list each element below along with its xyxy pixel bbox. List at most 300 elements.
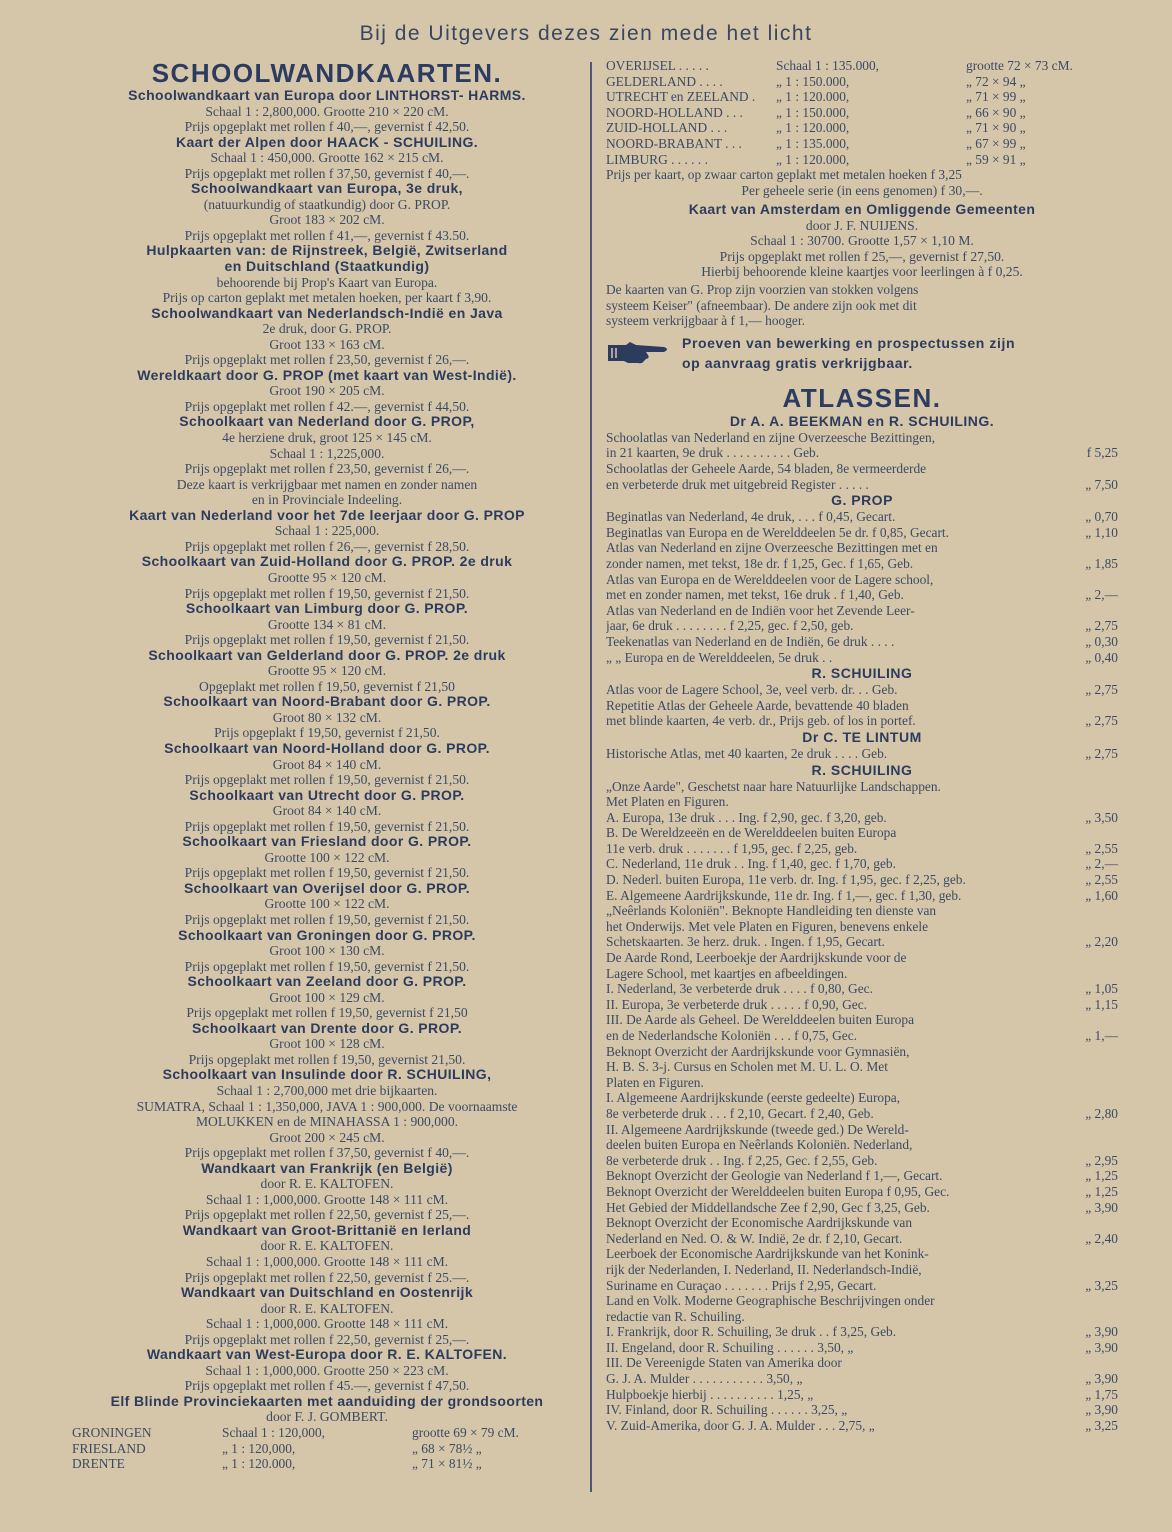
list-item xyxy=(606,888,1118,904)
columns xyxy=(72,58,1126,1492)
item-text: Nederland en Ned. O. & W. Indië, 2e dr. f 2,10, Gecart. xyxy=(606,1230,903,1246)
list-item xyxy=(606,1200,1118,1216)
entry-line: en in Provinciale Indeeling. xyxy=(251,492,403,508)
item-price: „ 2,75 xyxy=(1085,745,1118,761)
item-text: Atlas van Nederland en zijne Overzeesche Bezittingen met en xyxy=(606,540,938,556)
left-lines xyxy=(72,88,582,1425)
entry-line: Schaal 1 : 1,225,000. xyxy=(269,445,385,461)
row-scale: „ 1 : 120.000, xyxy=(776,89,850,105)
item-text: Leerboek der Economische Aardrijkskunde van het Konink- xyxy=(606,1246,929,1262)
row-name: GELDERLAND . . . . xyxy=(606,73,723,89)
entry-title: Schoolwandkaart van Europa, 3e druk, xyxy=(191,180,463,197)
item-text: met blinde kaarten, 4e verb. dr., Prijs geb. of los in portef. xyxy=(606,713,916,729)
item-text: zonder namen, met tekst, 18e dr. f 1,25, Gec. f 1,65, Geb. xyxy=(606,555,914,571)
list-item xyxy=(606,1059,1118,1075)
entry-title: Hulpkaarten van: de Rijnstreek, België, Zwitserland xyxy=(146,242,508,259)
table-row xyxy=(606,89,1118,105)
entry-line: Schaal 1 : 2,700,000 met drie bijkaarten. xyxy=(216,1083,438,1098)
entry-title: Wandkaart van Groot-Brittanië en Ierland xyxy=(182,1221,472,1238)
entry-title: Kaart van Nederland voor het 7de leerjaar door G. PROP xyxy=(129,506,525,523)
row-size: „ 66 × 90 „ xyxy=(966,104,1026,120)
entry-title: Schoolkaart van Groningen door G. PROP. xyxy=(178,926,476,943)
list-item xyxy=(606,841,1118,857)
row-scale: „ 1 : 120,000, xyxy=(222,1440,296,1456)
row-scale: „ 1 : 150.000, xyxy=(776,104,850,120)
info-line: Prijs opgeplakt met rollen f 25,—, gevernist f 27,50. xyxy=(719,248,1005,264)
entry-title: Wereldkaart door G. PROP (met kaart van West-Indië). xyxy=(137,366,517,383)
entry-line: Prijs opgeplakt met rollen f 23,50, gevernist f 26,—. xyxy=(184,352,470,368)
item-text: Lagere School, met kaartjes en afbeeldingen. xyxy=(606,965,848,981)
row-size: grootte 72 × 73 cM. xyxy=(966,58,1073,73)
item-price xyxy=(1062,950,1118,966)
row-name: ZUID-HOLLAND . . . xyxy=(606,120,728,136)
item-text: Beknopt Overzicht der Werelddeelen buiten Europa f 0,95, Gec. xyxy=(606,1183,950,1199)
list-item xyxy=(606,603,1118,619)
item-price: „ 0,30 xyxy=(1085,633,1118,649)
list-item xyxy=(606,1278,1118,1294)
entry-line: Prijs opgeplakt met rollen f 22,50, gevernist f 25,—. xyxy=(184,1331,470,1347)
info-line: Schaal 1 : 30700. Grootte 1,57 × 1,10 M. xyxy=(750,233,974,249)
item-price xyxy=(1062,461,1118,477)
item-text: III. De Vereenigde Staten van Amerika door xyxy=(606,1355,842,1371)
item-price: „ 2,40 xyxy=(1085,1230,1118,1246)
entry-line: Groot 100 × 130 cM. xyxy=(269,943,385,959)
info-line: door J. F. NUIJENS. xyxy=(805,217,919,233)
entry-title: Schoolkaart van Overijsel door G. PROP. xyxy=(183,879,471,896)
row-scale: Schaal 1 : 120,000, xyxy=(222,1425,326,1441)
entry-line: door R. E. KALTOFEN. xyxy=(260,1300,394,1316)
item-price: „ 3,90 xyxy=(1085,1339,1118,1355)
item-price: „ 2,20 xyxy=(1085,934,1118,950)
item-text: Schetskaarten. 3e herz. druk. . Ingen. f 1,95, Gecart. xyxy=(606,934,885,950)
entry-line: Groot 100 × 129 cM. xyxy=(269,989,385,1005)
list-item xyxy=(606,966,1118,982)
list-item xyxy=(606,856,1118,872)
row-size: „ 71 × 90 „ xyxy=(966,120,1026,136)
item-price xyxy=(1062,1137,1118,1153)
right-info xyxy=(606,167,1118,329)
info-line: Per geheele serie (in eens genomen) f 30,—. xyxy=(741,182,983,198)
item-text: A. Europa, 13e druk . . . Ing. f 2,90, gec. f 3,20, geb. xyxy=(606,809,887,825)
entry-line: Opgeplakt met rollen f 19,50, gevernist f 21,50 xyxy=(199,678,455,694)
section-header: Dr C. TE LINTUM xyxy=(802,728,922,745)
entry-line: Prijs opgeplakt met rollen f 19,50, gevernist f 21,50. xyxy=(184,865,470,881)
row-name: LIMBURG . . . . . . xyxy=(606,151,708,167)
row-size: „ 71 × 99 „ xyxy=(966,89,1026,105)
row-scale: „ 1 : 120.000, xyxy=(776,120,850,136)
list-item xyxy=(606,1184,1118,1200)
entry-line: Groot 84 × 140 cM. xyxy=(272,756,382,772)
list-item xyxy=(606,1324,1118,1340)
item-text: het Onderwijs. Met vele Platen en Figuren, benevens enkele xyxy=(606,918,929,934)
item-price xyxy=(1062,1215,1118,1231)
entry-title: en Duitschland (Staatkundig) xyxy=(224,258,430,275)
list-item xyxy=(606,572,1118,588)
entry-line: Groot 84 × 140 cM. xyxy=(272,803,382,819)
list-item xyxy=(606,1231,1118,1247)
entry-line: Prijs opgeplakt met rollen f 26,—, gevernist f 28,50. xyxy=(184,538,470,554)
row-size: „ 72 × 94 „ xyxy=(966,73,1026,89)
entry-title: Schoolkaart van Noord-Brabant door G. PROP. xyxy=(163,693,491,710)
list-item xyxy=(606,1387,1118,1403)
item-text: 8e verbeterde druk . . Ing. f 2,25, Gec. f 2,55, Geb. xyxy=(606,1152,878,1168)
item-price: „ 3,25 xyxy=(1085,1417,1118,1433)
list-item xyxy=(606,1309,1118,1325)
item-text: Atlas van Nederland en de Indiën voor het Zevende Leer- xyxy=(606,602,915,618)
entry-line: Groot 190 × 205 cM. xyxy=(269,383,385,399)
entry-line: door R. E. KALTOFEN. xyxy=(260,1176,394,1192)
list-item xyxy=(606,509,1118,525)
list-item xyxy=(606,698,1118,714)
entry-title: Schoolkaart van Friesland door G. PROP. xyxy=(182,833,472,850)
item-text: Historische Atlas, met 40 kaarten, 2e druk . . . . Geb. xyxy=(606,745,888,761)
item-price xyxy=(1062,698,1118,714)
item-price: „ 3,90 xyxy=(1085,1402,1118,1418)
item-text: II. Algemeene Aardrijkskunde (tweede ged.) De Wereld- xyxy=(606,1121,909,1137)
item-text: I. Nederland, 3e verbeterde druk . . . . f 0,80, Gec. xyxy=(606,981,873,997)
entry-line: Schaal 1 : 1,000,000. Grootte 148 × 111 cM. xyxy=(205,1254,449,1270)
entry-line: Prijs opgeplakt met rollen f 45.—, gevernist f 47,50. xyxy=(184,1378,470,1394)
list-item xyxy=(606,1293,1118,1309)
item-price xyxy=(1062,1262,1118,1278)
entry-line: Groot 80 × 132 cM. xyxy=(272,709,382,725)
item-price xyxy=(1062,919,1118,935)
item-text: Suriname en Curaçao . . . . . . . Prijs f 2,95, Gecart. xyxy=(606,1277,877,1293)
list-item xyxy=(606,713,1118,729)
item-price: „ 2,75 xyxy=(1085,682,1118,698)
table-row xyxy=(606,58,1118,74)
list-item xyxy=(606,1262,1118,1278)
list-item xyxy=(606,825,1118,841)
list-item xyxy=(606,650,1118,666)
item-price: „ 0,70 xyxy=(1085,509,1118,525)
item-text: V. Zuid-Amerika, door G. J. A. Mulder . . . 2,75, „ xyxy=(606,1417,875,1433)
list-item xyxy=(606,1355,1118,1371)
item-text: en verbeterde druk met uitgebreid Register . . . . . xyxy=(606,476,869,492)
row-size: „ 68 × 78½ „ xyxy=(412,1440,482,1456)
item-text: rijk der Nederlanden, I. Nederland, II. Nederlandsch-Indië, xyxy=(606,1261,922,1277)
item-price xyxy=(1062,1246,1118,1262)
item-text: Schoolatlas der Geheele Aarde, 54 bladen, 8e vermeerderde xyxy=(606,461,927,476)
list-item xyxy=(606,950,1118,966)
list-item xyxy=(606,1153,1118,1169)
item-price: „ 1,25 xyxy=(1085,1168,1118,1184)
entry-line: Prijs opgeplakt met rollen f 19,50, gevernist f 21,50 xyxy=(186,1005,468,1021)
entry-line: Prijs opgeplakt met rollen f 19,50, gevernist 21,50. xyxy=(188,1051,466,1067)
entry-title: Schoolwandkaart van Europa door LINTHORST- HARMS. xyxy=(128,87,526,103)
list-item xyxy=(606,430,1118,446)
item-price xyxy=(1062,779,1118,795)
list-item xyxy=(606,1012,1118,1028)
entry-line: Prijs opgeplakt met rollen f 19,50, gevernist f 21,50. xyxy=(184,632,470,648)
section-header: R. SCHUILING xyxy=(811,665,913,682)
entry-line: door R. E. KALTOFEN. xyxy=(260,1238,394,1254)
item-text: Atlas van Europa en de Werelddeelen voor de Lagere school, xyxy=(606,571,934,587)
row-size: „ 71 × 81½ „ xyxy=(412,1456,482,1472)
entry-title: Schoolkaart van Utrecht door G. PROP. xyxy=(189,786,465,803)
item-text: met en zonder namen, met tekst, 16e druk . f 1,40, Geb. xyxy=(606,587,904,603)
item-price: „ 7,50 xyxy=(1085,476,1118,492)
entry-line: Schaal 1 : 2,800,000. Grootte 210 × 220 cM. xyxy=(205,103,449,119)
list-item xyxy=(606,1137,1118,1153)
section-header: G. PROP xyxy=(831,492,893,509)
list-item xyxy=(606,1246,1118,1262)
item-price xyxy=(1062,1122,1118,1138)
info-line: Hierbij behoorende kleine kaartjes voor leerlingen à f 0,25. xyxy=(701,264,1023,280)
item-text: 11e verb. druk . . . . . . . f 1,95, gec. f 2,25, geb. xyxy=(606,840,858,856)
item-price xyxy=(1062,1012,1118,1028)
row-scale: „ 1 : 120.000, xyxy=(776,151,850,167)
list-item xyxy=(606,1371,1118,1387)
entry-line: Prijs opgeplakt met rollen f 40,—, gevernist f 42,50. xyxy=(184,119,470,135)
table-row xyxy=(606,152,1118,168)
item-price xyxy=(1062,603,1118,619)
entry-line: Grootte 134 × 81 cM. xyxy=(267,616,387,632)
item-price xyxy=(1062,1090,1118,1106)
entry-line: Groot 133 × 163 cM. xyxy=(269,336,385,352)
item-text: D. Nederl. buiten Europa, 11e verb. dr. Ing. f 1,95, gec. f 2,25, geb. xyxy=(606,872,966,888)
entry-title: Schoolkaart van Limburg door G. PROP. xyxy=(185,600,469,617)
item-price xyxy=(1062,1059,1118,1075)
notice xyxy=(606,333,1118,373)
list-item xyxy=(606,1168,1118,1184)
entry-title: Wandkaart van Duitschland en Oostenrijk xyxy=(180,1284,474,1301)
item-text: III. De Aarde als Geheel. De Werelddeelen buiten Europa xyxy=(606,1012,915,1028)
provincie-table-right xyxy=(606,58,1118,167)
item-price xyxy=(1062,794,1118,810)
item-price: „ 1,60 xyxy=(1085,887,1118,903)
item-text: Beginatlas van Nederland, 4e druk, . . . f 0,45, Gecart. xyxy=(606,509,896,525)
entry-line: Schaal 1 : 1,000,000. Grootte 250 × 223 cM. xyxy=(205,1362,449,1378)
row-name: NOORD-HOLLAND . . . xyxy=(606,104,743,120)
section-header: Dr A. A. BEEKMAN en R. SCHUILING. xyxy=(729,412,995,429)
item-text: jaar, 6e druk . . . . . . . . f 2,25, gec. f 2,50, geb. xyxy=(606,618,854,634)
item-text: „Onze Aarde", Geschetst naar hare Natuurlijke Landschappen. xyxy=(606,778,941,794)
table-row xyxy=(606,120,1118,136)
entry-line: Schaal 1 : 225,000. xyxy=(274,523,380,539)
item-price xyxy=(1062,540,1118,556)
item-text: en de Nederlandsche Koloniën . . . f 0,75, Gec. xyxy=(606,1028,857,1043)
entry-title: Kaart van Amsterdam en Omliggende Gemeenten xyxy=(688,201,1036,218)
entry-line: Prijs opgeplakt met rollen f 23,50, gevernist f 26,—. xyxy=(184,461,470,477)
list-item xyxy=(606,1106,1118,1122)
item-text: Schoolatlas van Nederland en zijne Overzeesche Bezittingen, xyxy=(606,429,936,445)
item-price xyxy=(1062,1075,1118,1091)
list-item xyxy=(606,477,1118,493)
table-row xyxy=(72,1441,582,1457)
item-price xyxy=(1062,430,1118,446)
entry-line: Prijs opgeplakt met rollen f 22,50, gevernist f 25,—. xyxy=(184,1207,470,1223)
schoolwandkaarten-title: SCHOOLWANDKAARTEN. xyxy=(151,58,503,88)
item-price: „ 1,10 xyxy=(1085,524,1118,540)
table-row xyxy=(72,1425,582,1441)
list-item xyxy=(606,779,1118,795)
item-text: Hulpboekje hierbij . . . . . . . . . . 1,25, „ xyxy=(606,1386,814,1402)
list-item xyxy=(606,934,1118,950)
entry-title: Wandkaart van West-Europa door R. E. KALTOFEN. xyxy=(146,1346,508,1363)
entry-line: Grootte 100 × 122 cM. xyxy=(264,896,390,912)
entry-title: Wandkaart van Frankrijk (en België) xyxy=(201,1159,453,1176)
item-price xyxy=(1062,1309,1118,1325)
row-name: UTRECHT en ZEELAND . xyxy=(606,89,756,105)
entry-line: Prijs opgeplakt met rollen f 37,50, gevernist f 40,—. xyxy=(184,165,470,181)
item-price: „ 1,15 xyxy=(1085,996,1118,1012)
entry-line: 4e herziene druk, groot 125 × 145 cM. xyxy=(222,430,432,446)
row-name: GRONINGEN xyxy=(72,1425,152,1441)
entry-line: Grootte 95 × 120 cM. xyxy=(267,569,387,585)
entry-line: Prijs opgeplakt met rollen f 19,50, gevernist f 21,50. xyxy=(184,911,470,927)
table-row xyxy=(606,105,1118,121)
notice-line-1: Proeven van bewerking en prospectussen zijn xyxy=(682,334,1016,351)
list-item xyxy=(606,1075,1118,1091)
list-item xyxy=(606,1044,1118,1060)
list-item xyxy=(606,919,1118,935)
item-price xyxy=(1062,1355,1118,1371)
item-price: „ 1,75 xyxy=(1085,1386,1118,1402)
item-text: II. Engeland, door R. Schuiling . . . . . . 3,50, „ xyxy=(606,1339,854,1355)
entry-title: Schoolkaart van Nederland door G. PROP, xyxy=(179,413,475,430)
item-price: f 5,25 xyxy=(1086,445,1118,461)
item-text: De Aarde Rond, Leerboekje der Aardrijkskunde voor de xyxy=(606,950,907,966)
table-row xyxy=(606,136,1118,152)
entry-line: Prijs opgeplakt met rollen f 19,50, gevernist f 21,50. xyxy=(184,958,470,974)
item-price xyxy=(1062,572,1118,588)
row-scale: „ 1 : 120.000, xyxy=(222,1456,296,1472)
list-item xyxy=(606,525,1118,541)
item-price: „ 2,75 xyxy=(1085,713,1118,729)
item-text: B. De Wereldzeeën en de Werelddeelen buiten Europa xyxy=(606,825,897,841)
entry-title: Schoolkaart van Drente door G. PROP. xyxy=(191,1019,463,1036)
item-text: Met Platen en Figuren. xyxy=(606,794,729,810)
item-text: Platen en Figuren. xyxy=(606,1074,704,1090)
entry-line: Prijs opgeplakt met rollen f 37,50, gevernist f 40,—. xyxy=(184,1145,470,1161)
entry-title: Schoolkaart van Noord-Holland door G. PROP. xyxy=(164,739,490,756)
item-text: redactie van R. Schuiling. xyxy=(606,1308,745,1324)
item-text: Het Gebied der Middellandsche Zee f 2,90, Gec f 3,25, Geb. xyxy=(606,1199,930,1215)
entry-title: Schoolwandkaart van Nederlandsch-Indië en Java xyxy=(151,304,503,321)
item-text: E. Algemeene Aardrijkskunde, 11e dr. Ing. f 1,—, gec. f 1,30, geb. xyxy=(606,887,962,903)
row-name: FRIESLAND xyxy=(72,1440,146,1456)
notice-line-2: op aanvraag gratis verkrijgbaar. xyxy=(682,354,913,371)
item-text: II. Europa, 3e verbeterde druk . . . . . f 0,90, Gec. xyxy=(606,996,868,1012)
entry-line: Prijs opgeplakt met rollen f 22,50, gevernist f 25.—. xyxy=(184,1269,470,1285)
item-price: „ 0,40 xyxy=(1085,649,1118,665)
row-size: „ 59 × 91 „ xyxy=(966,151,1026,167)
left-column xyxy=(72,58,590,1492)
row-name: NOORD-BRABANT . . . xyxy=(606,135,742,151)
row-scale: Schaal 1 : 135.000, xyxy=(776,58,880,73)
item-price: „ 3,50 xyxy=(1085,809,1118,825)
item-text: „ „ Europa en de Werelddeelen, 5e druk . . xyxy=(606,649,833,665)
entry-line: Prijs opgeplakt met rollen f 19,50, gevernist f 21,50. xyxy=(184,818,470,834)
item-text: 8e verbeterde druk . . . f 2,10, Gecart. f 2,40, Geb. xyxy=(606,1105,874,1121)
entry-line: Prijs opgeplakt f 19,50, gevernist f 21,50. xyxy=(214,725,440,741)
entry-line: (natuurkundig of staatkundig) door G. PROP. xyxy=(203,196,451,212)
row-name: DRENTE xyxy=(72,1456,125,1472)
list-item xyxy=(606,587,1118,603)
item-text: Repetitie Atlas der Geheele Aarde, bevattende 40 bladen xyxy=(606,697,909,713)
atlassen-title: ATLASSEN. xyxy=(782,382,942,413)
item-price: „ 3,25 xyxy=(1085,1277,1118,1293)
item-price xyxy=(1062,903,1118,919)
list-item xyxy=(606,1340,1118,1356)
row-size: „ 67 × 99 „ xyxy=(966,135,1026,151)
item-price xyxy=(1062,1044,1118,1060)
section-header: R. SCHUILING xyxy=(811,761,913,778)
item-text: Beknopt Overzicht der Geologie van Nederland f 1,—, Gecart. xyxy=(606,1168,943,1184)
entry-line: Deze kaart is verkrijgbaar met namen en zonder namen xyxy=(176,476,478,492)
entry-line: Grootte 95 × 120 cM. xyxy=(267,663,387,679)
item-text: Atlas voor de Lagere School, 3e, veel verb. dr. . . Geb. xyxy=(606,682,898,698)
list-item xyxy=(606,1028,1118,1044)
item-text: Beknopt Overzicht der Economische Aardrijkskunde van xyxy=(606,1215,913,1231)
entry-line: Schaal 1 : 1,000,000. Grootte 148 × 111 cM. xyxy=(205,1191,449,1207)
list-item xyxy=(606,997,1118,1013)
row-name: OVERIJSEL . . . . . xyxy=(606,58,709,73)
item-price xyxy=(1062,966,1118,982)
item-price: „ 2,— xyxy=(1085,587,1118,603)
entry-line: Prijs opgeplakt met rollen f 42.—, gevernist f 44,50. xyxy=(184,398,470,414)
item-price xyxy=(1062,825,1118,841)
entry-title: Schoolkaart van Zeeland door G. PROP. xyxy=(187,973,467,990)
list-item xyxy=(606,445,1118,461)
list-item xyxy=(606,1418,1118,1434)
atlas-sections xyxy=(606,413,1118,1434)
entry-line: behoorende bij Prop's Kaart van Europa. xyxy=(216,274,438,290)
item-price: „ 2,80 xyxy=(1085,1105,1118,1121)
item-text: Beginatlas van Europa en de Werelddeelen 5e dr. f 0,85, Gecart. xyxy=(606,524,949,540)
item-price: „ 1,85 xyxy=(1085,555,1118,571)
provincie-table xyxy=(72,1425,582,1472)
row-scale: „ 1 : 150.000, xyxy=(776,73,850,89)
entry-title: Schoolkaart van Gelderland door G. PROP. 2e druk xyxy=(148,646,506,663)
pointing-hand-icon xyxy=(606,339,672,367)
table-row xyxy=(72,1456,582,1472)
info-line: systeem verkrijgbaar à f 1,— hooger. xyxy=(606,313,805,329)
list-item xyxy=(606,1402,1118,1418)
list-item xyxy=(606,634,1118,650)
item-price xyxy=(1062,1293,1118,1309)
entry-title: Kaart der Alpen door HAACK - SCHUILING. xyxy=(175,133,479,150)
info-line: Prijs per kaart, op zwaar carton geplakt met metalen hoeken f 3,25 xyxy=(606,167,962,183)
list-item xyxy=(606,981,1118,997)
item-text: deelen buiten Europa en Neêrlands Koloniën. Nederland, xyxy=(606,1137,913,1153)
item-price: „ 2,95 xyxy=(1085,1152,1118,1168)
list-item xyxy=(606,618,1118,634)
entry-line: Prijs op carton geplakt met metalen hoeken, per kaart f 3,90. xyxy=(162,290,492,306)
list-item xyxy=(606,1122,1118,1138)
list-item xyxy=(606,903,1118,919)
item-text: H. B. S. 3-j. Cursus en Scholen met M. U. L. O. Met xyxy=(606,1059,888,1075)
item-text: „Neêrlands Koloniën". Beknopte Handleiding ten dienste van xyxy=(606,903,937,919)
item-price: „ 1,25 xyxy=(1085,1183,1118,1199)
info-line: systeem Keiser" (afneembaar). De andere zijn ook met dit xyxy=(606,297,917,313)
list-item xyxy=(606,794,1118,810)
entry-line: Prijs opgeplakt met rollen f 19,50, gevernist f 21,50. xyxy=(184,585,470,601)
entry-line: Schaal 1 : 450,000. Grootte 162 × 215 cM. xyxy=(210,150,444,166)
list-item xyxy=(606,1215,1118,1231)
entry-line: Groot 200 × 245 cM. xyxy=(269,1129,385,1145)
entry-line: SUMATRA, Schaal 1 : 1,350,000, JAVA 1 : 900,000. De voornaamste xyxy=(136,1098,518,1114)
list-item xyxy=(606,746,1118,762)
entry-title: Elf Blinde Provinciekaarten met aanduiding der grondsoorten xyxy=(110,1392,544,1409)
entry-title: Schoolkaart van Zuid-Holland door G. PROP. 2e druk xyxy=(141,553,513,570)
item-text: I. Frankrijk, door R. Schuiling, 3e druk . . f 3,25, Geb. xyxy=(606,1324,897,1340)
item-price: „ 2,75 xyxy=(1085,618,1118,634)
list-item xyxy=(606,461,1118,477)
row-scale: „ 1 : 135.000, xyxy=(776,135,850,151)
list-item xyxy=(606,810,1118,826)
